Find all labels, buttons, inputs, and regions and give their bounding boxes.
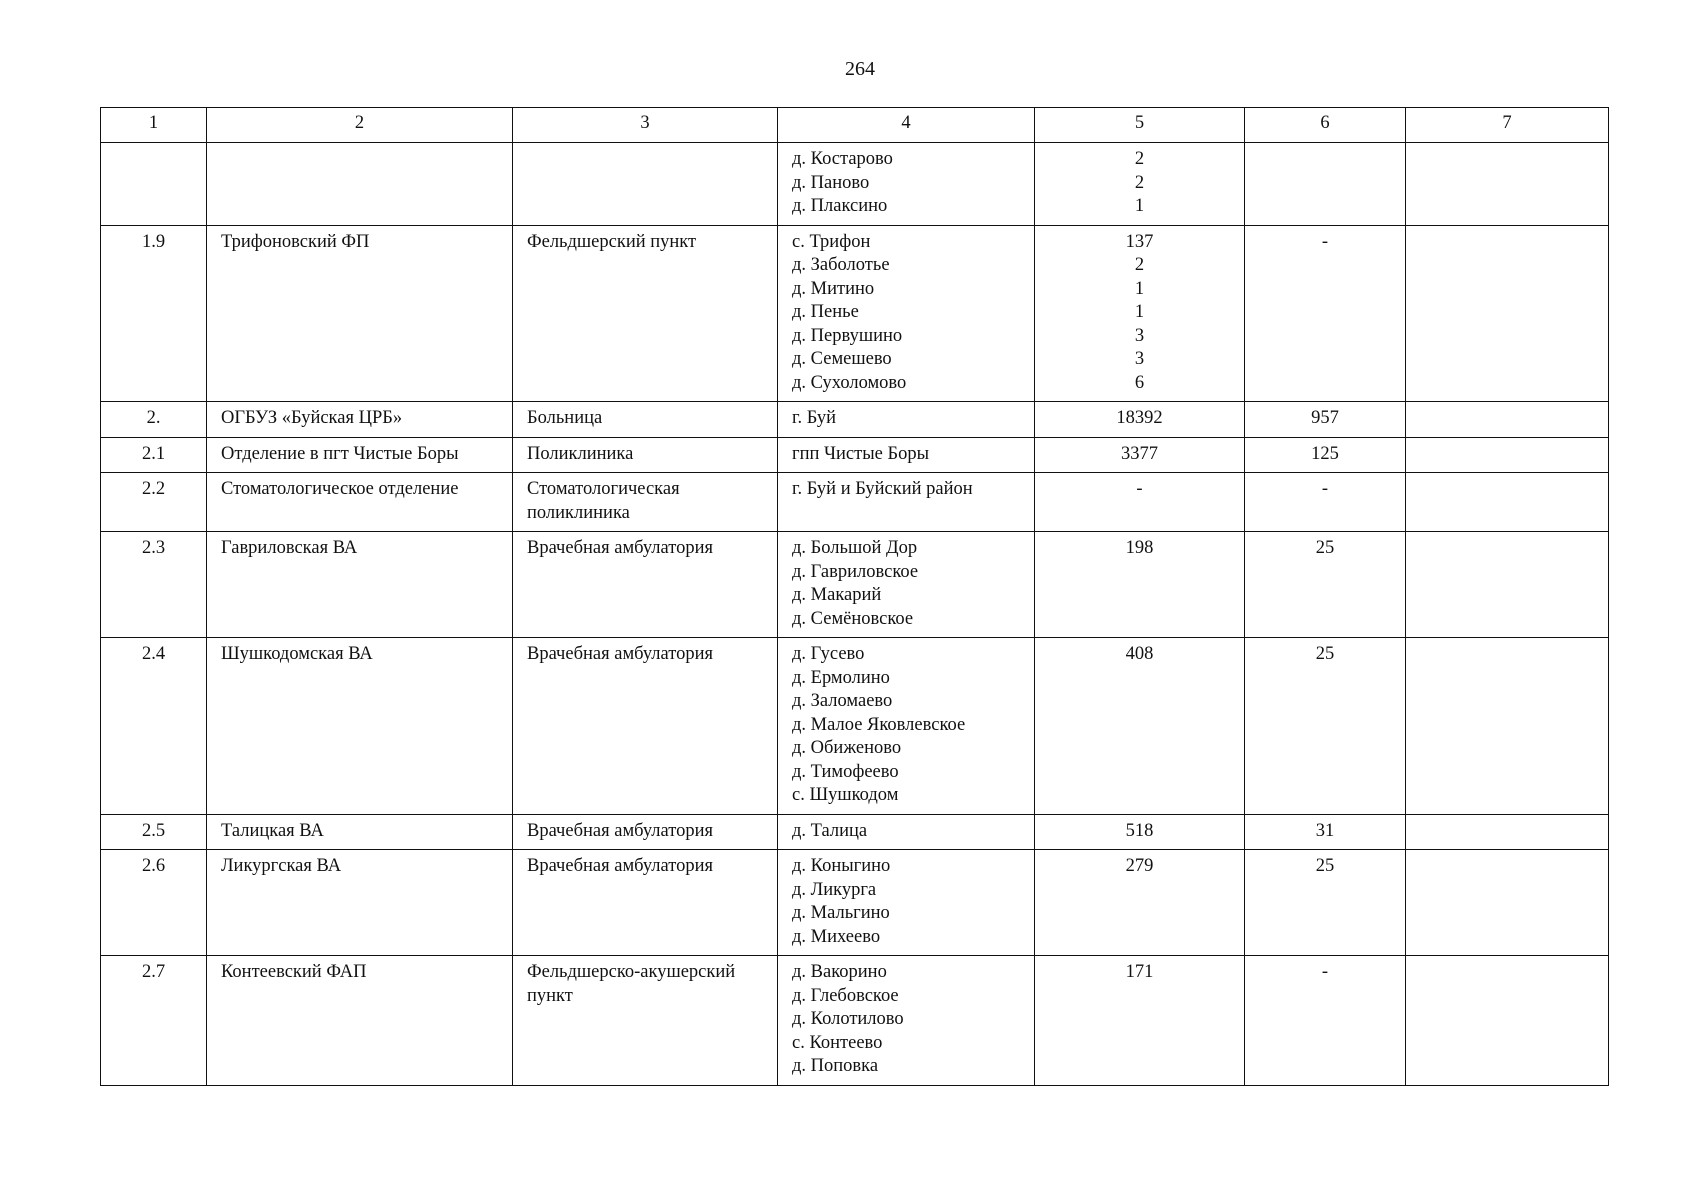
column-6-cell: -: [1245, 473, 1406, 532]
facility-name-cell: Трифоновский ФП: [207, 225, 513, 402]
facility-name-cell: Стоматологическое отделение: [207, 473, 513, 532]
column-6-cell: 25: [1245, 638, 1406, 815]
population-value: 198: [1125, 538, 1154, 558]
population-value: -: [1136, 479, 1143, 499]
facility-type-cell: Фельдшерско-акушерский пункт: [513, 956, 778, 1086]
population-cell: [1035, 473, 1245, 532]
population-value: 2: [1134, 255, 1145, 275]
population-value: 1: [1134, 278, 1145, 299]
settlements-cell: [778, 225, 1035, 402]
facility-name-cell: ОГБУЗ «Буйская ЦРБ»: [207, 402, 513, 438]
settlement-name: д. Семёновское: [792, 608, 914, 629]
population-cell: [1035, 532, 1245, 638]
column-6-cell: -: [1245, 956, 1406, 1086]
column-6-cell: 125: [1245, 437, 1406, 473]
column-7-cell: [1406, 638, 1609, 815]
population-cell: [1035, 402, 1245, 438]
facility-type-cell: Стоматологическая поликлиника: [513, 473, 778, 532]
page-number: 264: [845, 58, 875, 80]
facility-type-cell: [513, 143, 778, 226]
facility-type-cell: Врачебная амбулатория: [513, 850, 778, 956]
table-row: [101, 638, 1609, 815]
facility-type-cell: Фельдшерский пункт: [513, 225, 778, 402]
population-value: 18392: [1116, 408, 1163, 428]
table-row: [101, 532, 1609, 638]
population-value: 6: [1134, 372, 1145, 393]
settlement-name: д. Заломаево: [792, 691, 893, 711]
facility-name-cell: Гавриловская ВА: [207, 532, 513, 638]
population-cell: [1035, 638, 1245, 815]
column-6-cell: 957: [1245, 402, 1406, 438]
settlement-name: д. Первушино: [792, 325, 903, 346]
column-7-cell: [1406, 532, 1609, 638]
column-header: 7: [1406, 108, 1609, 143]
population-value: 518: [1125, 820, 1154, 841]
column-7-cell: [1406, 956, 1609, 1086]
settlements-cell: [778, 402, 1035, 438]
facility-type-cell: Врачебная амбулатория: [513, 814, 778, 850]
row-number-cell: 2.: [101, 402, 207, 438]
table-row: [101, 473, 1609, 532]
settlements-cell: [778, 850, 1035, 956]
column-6-cell: -: [1245, 225, 1406, 402]
facility-type-cell: Врачебная амбулатория: [513, 638, 778, 815]
column-7-cell: [1406, 814, 1609, 850]
population-value: 3: [1134, 325, 1145, 346]
population-value: 1: [1134, 302, 1145, 322]
facility-name-cell: Ликургская ВА: [207, 850, 513, 956]
row-number-cell: 2.7: [101, 956, 207, 1086]
settlement-name: д. Талица: [792, 820, 868, 841]
table-row: [101, 225, 1609, 402]
facility-name-cell: Контеевский ФАП: [207, 956, 513, 1086]
population-cell: [1035, 814, 1245, 850]
facility-type-cell: Больница: [513, 402, 778, 438]
settlement-name: д. Митино: [792, 278, 875, 299]
facility-name-cell: Отделение в пгт Чистые Боры: [207, 437, 513, 473]
column-numbers-row: [101, 108, 1609, 143]
population-value: 171: [1125, 962, 1154, 982]
column-7-cell: [1406, 402, 1609, 438]
column-6-cell: 25: [1245, 850, 1406, 956]
settlement-name: с. Трифон: [792, 231, 871, 252]
settlement-name: д. Гусево: [792, 644, 865, 664]
facility-name-cell: Талицкая ВА: [207, 814, 513, 850]
settlement-name: д. Плаксино: [792, 196, 888, 216]
settlement-name: д. Большой Дор: [792, 538, 918, 558]
settlement-name: гпп Чистые Боры: [792, 443, 930, 464]
settlement-name: д. Тимофеево: [792, 761, 899, 782]
row-number-cell: [101, 143, 207, 226]
population-cell: [1035, 437, 1245, 473]
table-row: [101, 814, 1609, 850]
row-number-cell: 2.3: [101, 532, 207, 638]
settlements-cell: [778, 143, 1035, 226]
facility-name-cell: [207, 143, 513, 226]
column-header: 4: [778, 108, 1035, 143]
settlements-cell: [778, 638, 1035, 815]
column-7-cell: [1406, 437, 1609, 473]
column-6-cell: [1245, 143, 1406, 226]
settlement-name: д. Коныгино: [792, 856, 891, 876]
population-value: 3377: [1121, 443, 1158, 464]
row-number-cell: 1.9: [101, 225, 207, 402]
facility-type-cell: Врачебная амбулатория: [513, 532, 778, 638]
row-number-cell: 2.6: [101, 850, 207, 956]
column-7-cell: [1406, 850, 1609, 956]
settlement-name: д. Михеево: [792, 926, 881, 947]
row-number-cell: 2.4: [101, 638, 207, 815]
settlement-name: д. Паново: [792, 172, 870, 193]
settlement-name: д. Мальгино: [792, 903, 890, 923]
settlement-name: г. Буй и Буйский район: [792, 479, 973, 499]
settlement-name: д. Колотилово: [792, 1009, 904, 1029]
column-header: 5: [1035, 108, 1245, 143]
column-7-cell: [1406, 473, 1609, 532]
column-header: 1: [101, 108, 207, 143]
settlements-cell: [778, 532, 1035, 638]
column-7-cell: [1406, 143, 1609, 226]
table-row: [101, 143, 1609, 226]
row-number-cell: 2.2: [101, 473, 207, 532]
settlement-name: д. Ермолино: [792, 667, 890, 688]
settlement-name: д. Вакорино: [792, 962, 887, 982]
facility-name-cell: Шушкодомская ВА: [207, 638, 513, 815]
column-7-cell: [1406, 225, 1609, 402]
facilities-table: [100, 107, 1609, 1086]
column-6-cell: 25: [1245, 532, 1406, 638]
settlements-cell: [778, 956, 1035, 1086]
column-6-cell: 31: [1245, 814, 1406, 850]
settlement-name: д. Глебовское: [792, 985, 899, 1006]
settlement-name: д. Пенье: [792, 302, 859, 322]
settlement-name: д. Костарово: [792, 149, 893, 169]
settlements-cell: [778, 437, 1035, 473]
population-value: 3: [1134, 349, 1145, 369]
facility-type-cell: Поликлиника: [513, 437, 778, 473]
settlement-name: д. Сухоломово: [792, 372, 907, 393]
population-value: 1: [1134, 196, 1145, 216]
settlement-name: д. Гавриловское: [792, 561, 919, 582]
population-value: 2: [1134, 149, 1145, 169]
settlement-name: д. Поповка: [792, 1056, 879, 1076]
settlement-name: г. Буй: [792, 408, 837, 428]
table-row: [101, 956, 1609, 1086]
population-value: 279: [1125, 856, 1154, 876]
population-cell: [1035, 850, 1245, 956]
settlement-name: д. Заболотье: [792, 255, 890, 275]
settlements-cell: [778, 814, 1035, 850]
settlement-name: д. Малое Яковлевское: [792, 714, 966, 735]
column-header: 3: [513, 108, 778, 143]
settlements-cell: [778, 473, 1035, 532]
settlement-name: с. Контеево: [792, 1032, 883, 1053]
settlement-name: д. Семешево: [792, 349, 892, 369]
row-number-cell: 2.5: [101, 814, 207, 850]
population-cell: [1035, 956, 1245, 1086]
population-cell: [1035, 225, 1245, 402]
population-value: 408: [1125, 644, 1154, 664]
table-row: [101, 437, 1609, 473]
row-number-cell: 2.1: [101, 437, 207, 473]
settlement-name: с. Шушкодом: [792, 785, 899, 805]
settlement-name: д. Ликурга: [792, 879, 877, 900]
population-value: 137: [1125, 231, 1154, 252]
settlement-name: д. Макарий: [792, 585, 882, 605]
column-header: 6: [1245, 108, 1406, 143]
population-cell: [1035, 143, 1245, 226]
table-row: [101, 850, 1609, 956]
column-header: 2: [207, 108, 513, 143]
population-value: 2: [1134, 172, 1145, 193]
table-row: [101, 402, 1609, 438]
settlement-name: д. Обиженово: [792, 738, 902, 758]
